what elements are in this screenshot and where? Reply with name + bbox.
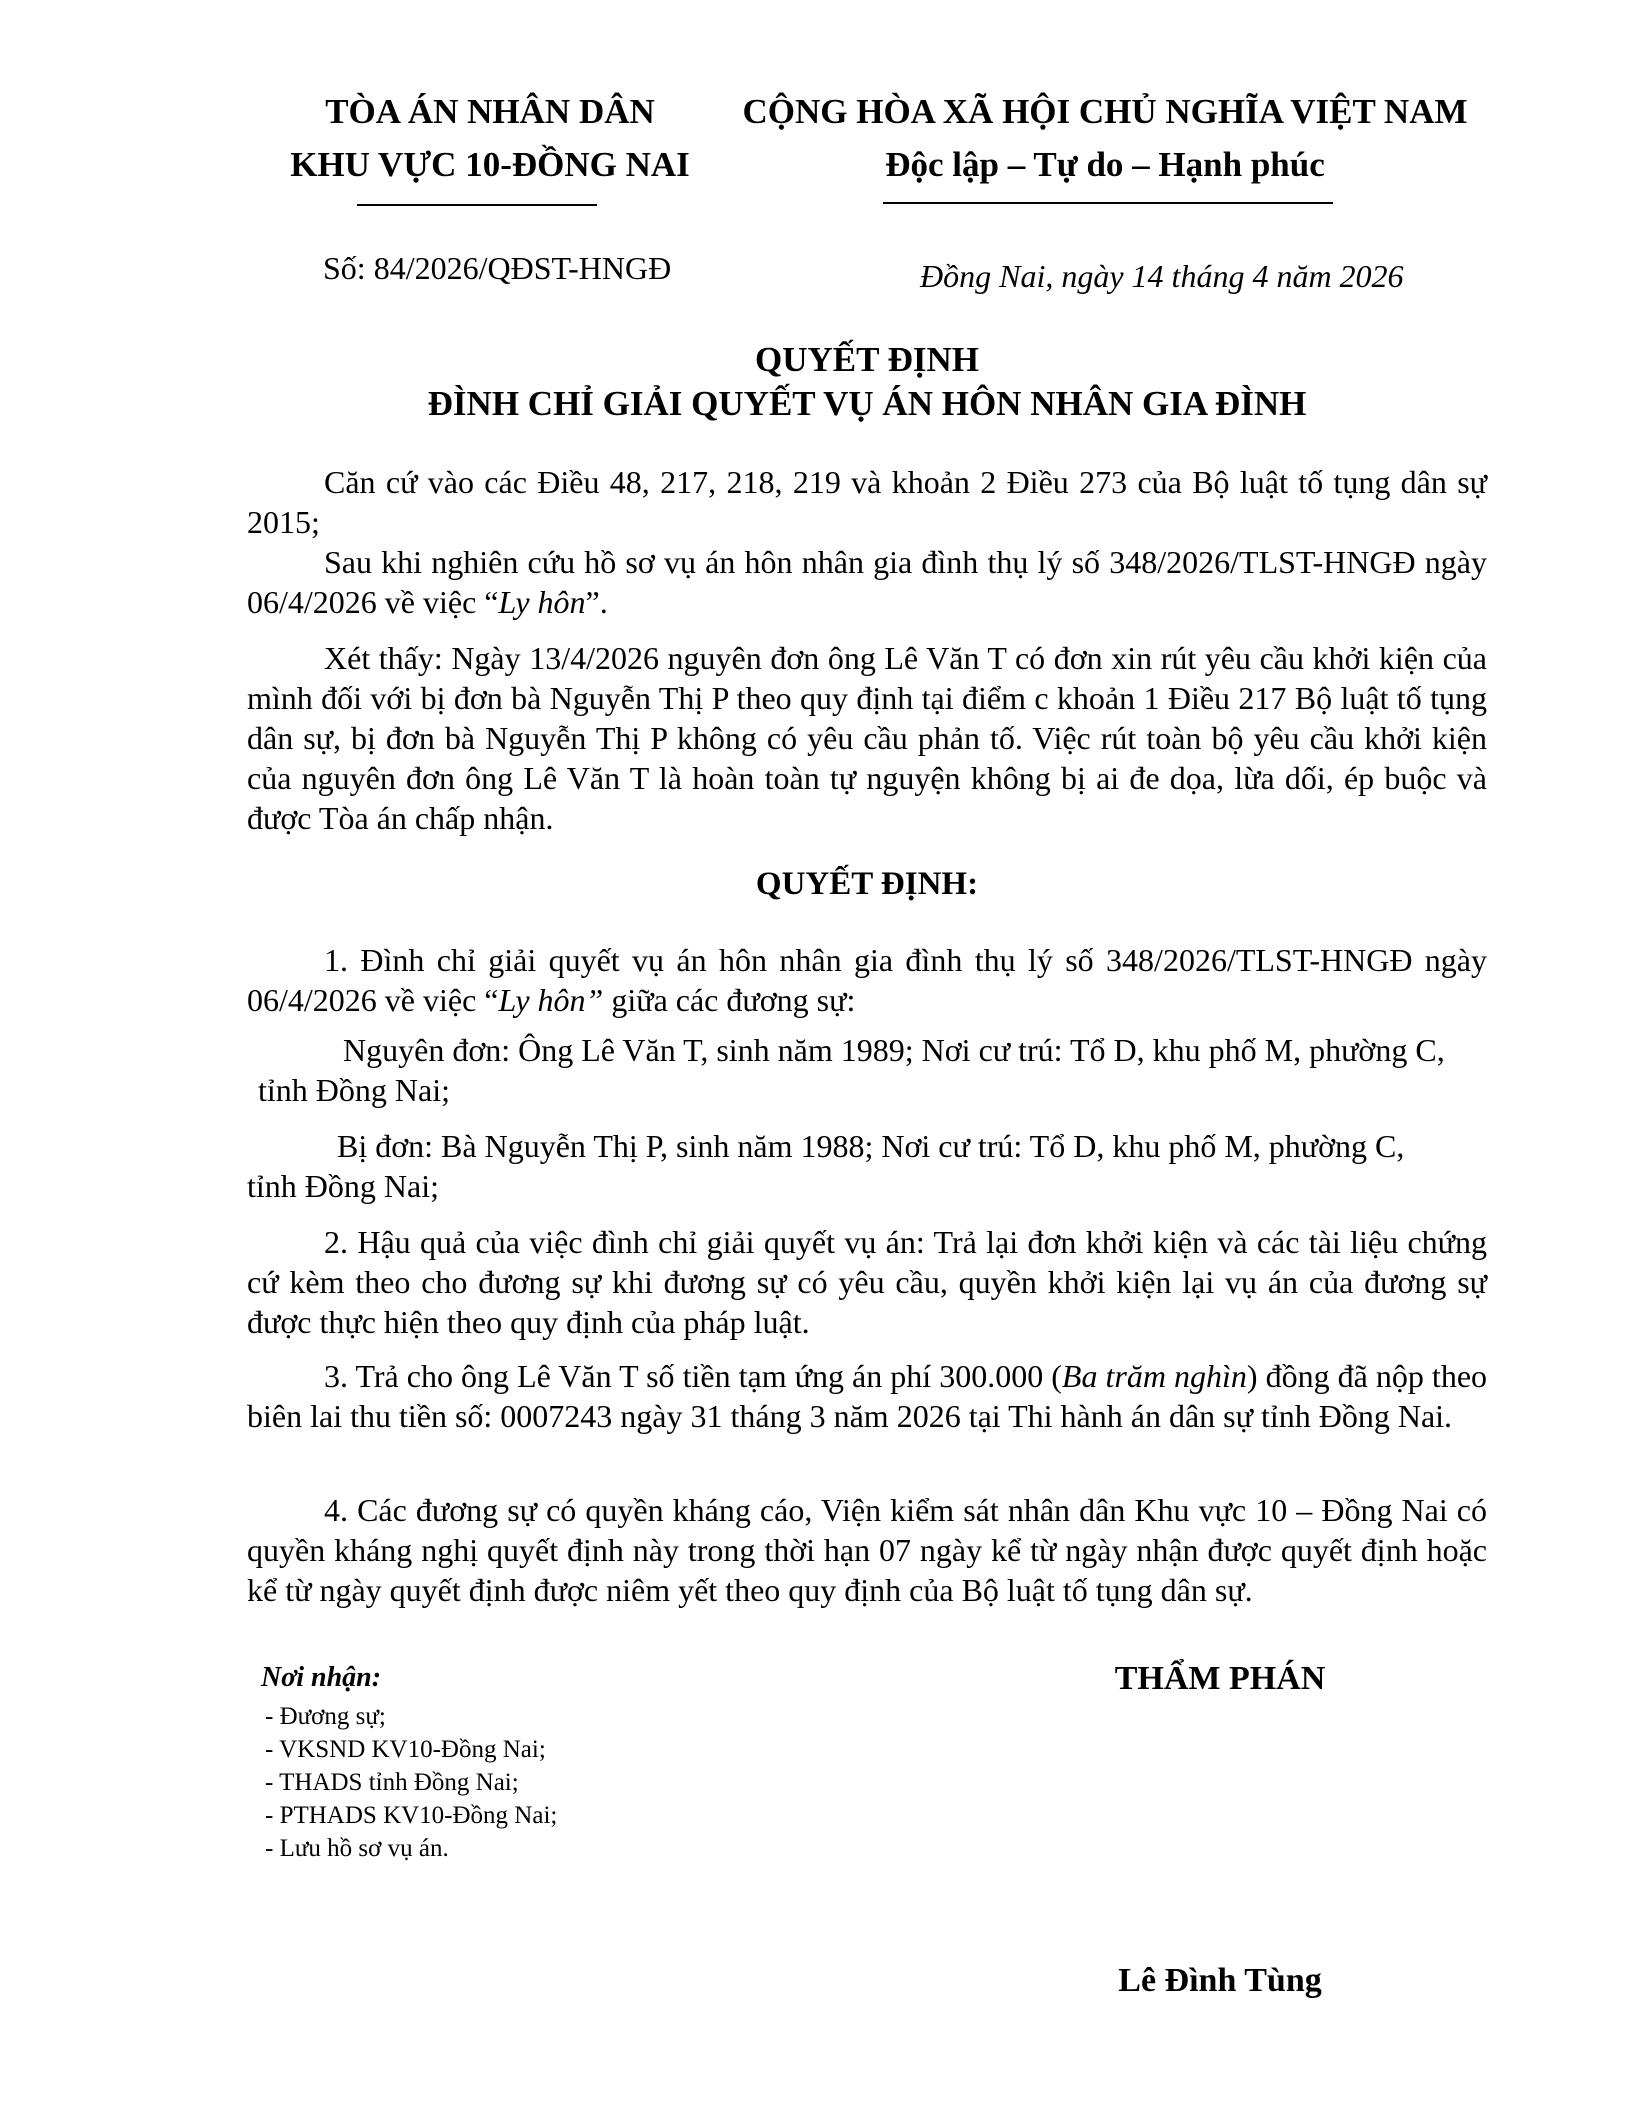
recipient-item: - PTHADS KV10-Đồng Nai; [265,1802,558,1829]
signer-name: Lê Đình Tùng [1118,1962,1322,1999]
decision-title: QUYẾT ĐỊNH [755,340,979,379]
decision-subtitle: ĐÌNH CHỈ GIẢI QUYẾT VỤ ÁN HÔN NHÂN GIA ĐÌNH [427,384,1307,423]
decision-heading: QUYẾT ĐỊNH: [755,866,979,902]
motto-underline [883,202,1333,204]
decision-item-4: 4. Các đương sự có quyền kháng cáo, Viện kiểm sát nhân dân Khu vực 10 – Đồng Nai có quyền kháng nghị quyết định này trong thời hạn 07 ngày kể từ ngày nhận được quyết định hoặc kể từ ngày quyết định được niêm yết theo quy định của Bộ luật tố tụng dân sự. [247,1492,1487,1608]
basis-paragraph-2: Sau khi nghiên cứu hồ sơ vụ án hôn nhân gia đình thụ lý số 348/2026/TLST-HNGĐ ngày 06/4/2026 về việc “Ly hôn”. [247,544,1487,620]
court-name-line2: KHU VỰC 10-ĐỒNG NAI [290,145,690,184]
plaintiff-line-1: Nguyên đơn: Ông Lê Văn T, sinh năm 1989; Nơi cư trú: Tổ D, khu phố M, phường C, [343,1032,1445,1068]
nation-title: CỘNG HÒA XÃ HỘI CHỦ NGHĨA VIỆT NAM [742,92,1468,131]
recipient-item: - Đương sự; [265,1703,386,1730]
defendant-line-2: tỉnh Đồng Nai; [247,1168,439,1204]
signature-title: THẨM PHÁN [1114,1660,1326,1697]
considering-paragraph: Xét thấy: Ngày 13/4/2026 nguyên đơn ông Lê Văn T có đơn xin rút yêu cầu khởi kiện của mình đối với bị đơn bà Nguyễn Thị P theo quy định tại điểm c khoản 1 Điều 217 Bộ luật tố tụng dân sự, bị đơn bà Nguyễn Thị P không có yêu cầu phản tố. Việc rút toàn bộ yêu cầu khởi kiện của nguyên đơn ông Lê Văn T là hoàn toàn tự nguyện không bị ai đe dọa, lừa dối, ép buộc và được Tòa án chấp nhận. [247,640,1487,836]
recipient-item: - VKSND KV10-Đồng Nai; [265,1736,546,1763]
recipients-heading: Nơi nhận: [261,1662,382,1693]
document-number: Số: 84/2026/QĐST-HNGĐ [323,250,672,286]
nation-motto: Độc lập – Tự do – Hạnh phúc [885,145,1325,184]
plaintiff-line-2: tỉnh Đồng Nai; [258,1072,450,1108]
recipient-item: - THADS tỉnh Đồng Nai; [265,1769,519,1796]
basis-paragraph-1: Căn cứ vào các Điều 48, 217, 218, 219 và khoản 2 Điều 273 của Bộ luật tố tụng dân sự 2015; [247,464,1487,540]
recipient-item: - Lưu hồ sơ vụ án. [265,1835,449,1862]
court-underline [357,204,597,206]
decision-item-1: 1. Đình chỉ giải quyết vụ án hôn nhân gia đình thụ lý số 348/2026/TLST-HNGĐ ngày 06/4/2026 về việc “Ly hôn” giữa các đương sự: [247,942,1487,1018]
decision-item-2: 2. Hậu quả của việc đình chỉ giải quyết vụ án: Trả lại đơn khởi kiện và các tài liệu chứng cứ kèm theo cho đương sự khi đương sự có yêu cầu, quyền khởi kiện lại vụ án của đương sự được thực hiện theo quy định của pháp luật. [247,1224,1487,1340]
court-name-line1: TÒA ÁN NHÂN DÂN [325,92,655,131]
defendant-line-1: Bị đơn: Bà Nguyễn Thị P, sinh năm 1988; Nơi cư trú: Tổ D, khu phố M, phường C, [337,1128,1405,1164]
place-date: Đồng Nai, ngày 14 tháng 4 năm 2026 [920,258,1404,294]
decision-item-3: 3. Trả cho ông Lê Văn T số tiền tạm ứng án phí 300.000 (Ba trăm nghìn) đồng đã nộp theo biên lai thu tiền số: 0007243 ngày 31 tháng 3 năm 2026 tại Thi hành án dân sự tỉnh Đồng Nai. [247,1358,1488,1434]
